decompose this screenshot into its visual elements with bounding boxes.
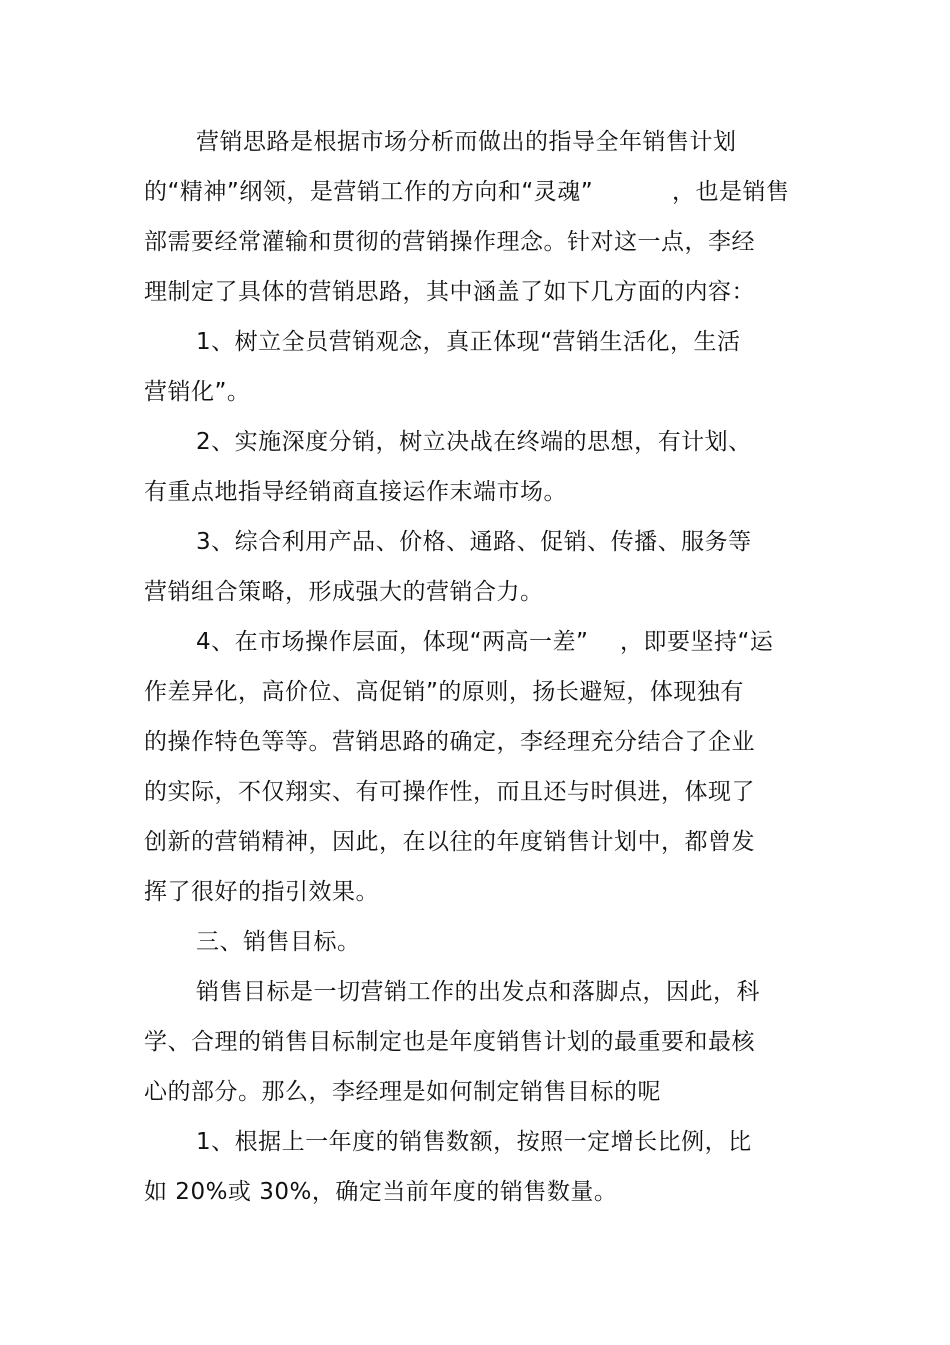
paragraph-line: 营销思路是根据市场分析而做出的指导全年销售计划 [196,129,737,155]
section-heading: 三、销售目标。 [196,929,361,955]
list-item-line: 1、树立全员营销观念，真正体现“营销生活化，生活 [196,329,741,355]
list-item-line: 营销化”。 [144,379,251,405]
paragraph-line: 作差异化，高价位、高促销”的原则，扬长避短，体现独有 [144,679,744,705]
paragraph-line: ，也是销售 [672,179,790,205]
paragraph-line: 销售目标是一切营销工作的出发点和落脚点，因此，科 [196,979,760,1005]
list-item-line: 如 20%或 30%，确定当前年度的销售数量。 [144,1179,618,1205]
paragraph-line: 的“精神”纲领，是营销工作的方向和“灵魂” [144,179,594,205]
paragraph-line: 挥了很好的指引效果。 [144,879,379,905]
list-item-line: 1、根据上一年度的销售数额，按照一定增长比例，比 [196,1129,752,1155]
paragraph-line: 理制定了具体的营销思路，其中涵盖了如下几方面的内容： [144,279,755,305]
list-item-line: 3、综合利用产品、价格、通路、促销、传播、服务等 [196,529,752,555]
list-item-line: 4、在市场操作层面，体现“两高一差” [196,629,589,655]
list-item-line: 营销组合策略，形成强大的营销合力。 [144,579,544,605]
paragraph-line: 创新的营销精神，因此，在以往的年度销售计划中，都曾发 [144,829,755,855]
paragraph-line: 部需要经常灌输和贯彻的营销操作理念。针对这一点，李经 [144,229,755,255]
paragraph-line: 心的部分。那么，李经理是如何制定销售目标的呢 [144,1079,661,1105]
list-item-line: 2、实施深度分销，树立决战在终端的思想，有计划、 [196,429,752,455]
paragraph-line: 学、合理的销售目标制定也是年度销售计划的最重要和最核 [144,1029,755,1055]
list-item-line: 有重点地指导经销商直接运作末端市场。 [144,479,567,505]
list-item-line: ，即要坚持“运 [620,629,774,655]
paragraph-line: 的实际，不仅翔实、有可操作性，而且还与时俱进，体现了 [144,779,755,805]
paragraph-line: 的操作特色等等。营销思路的确定，李经理充分结合了企业 [144,729,755,755]
